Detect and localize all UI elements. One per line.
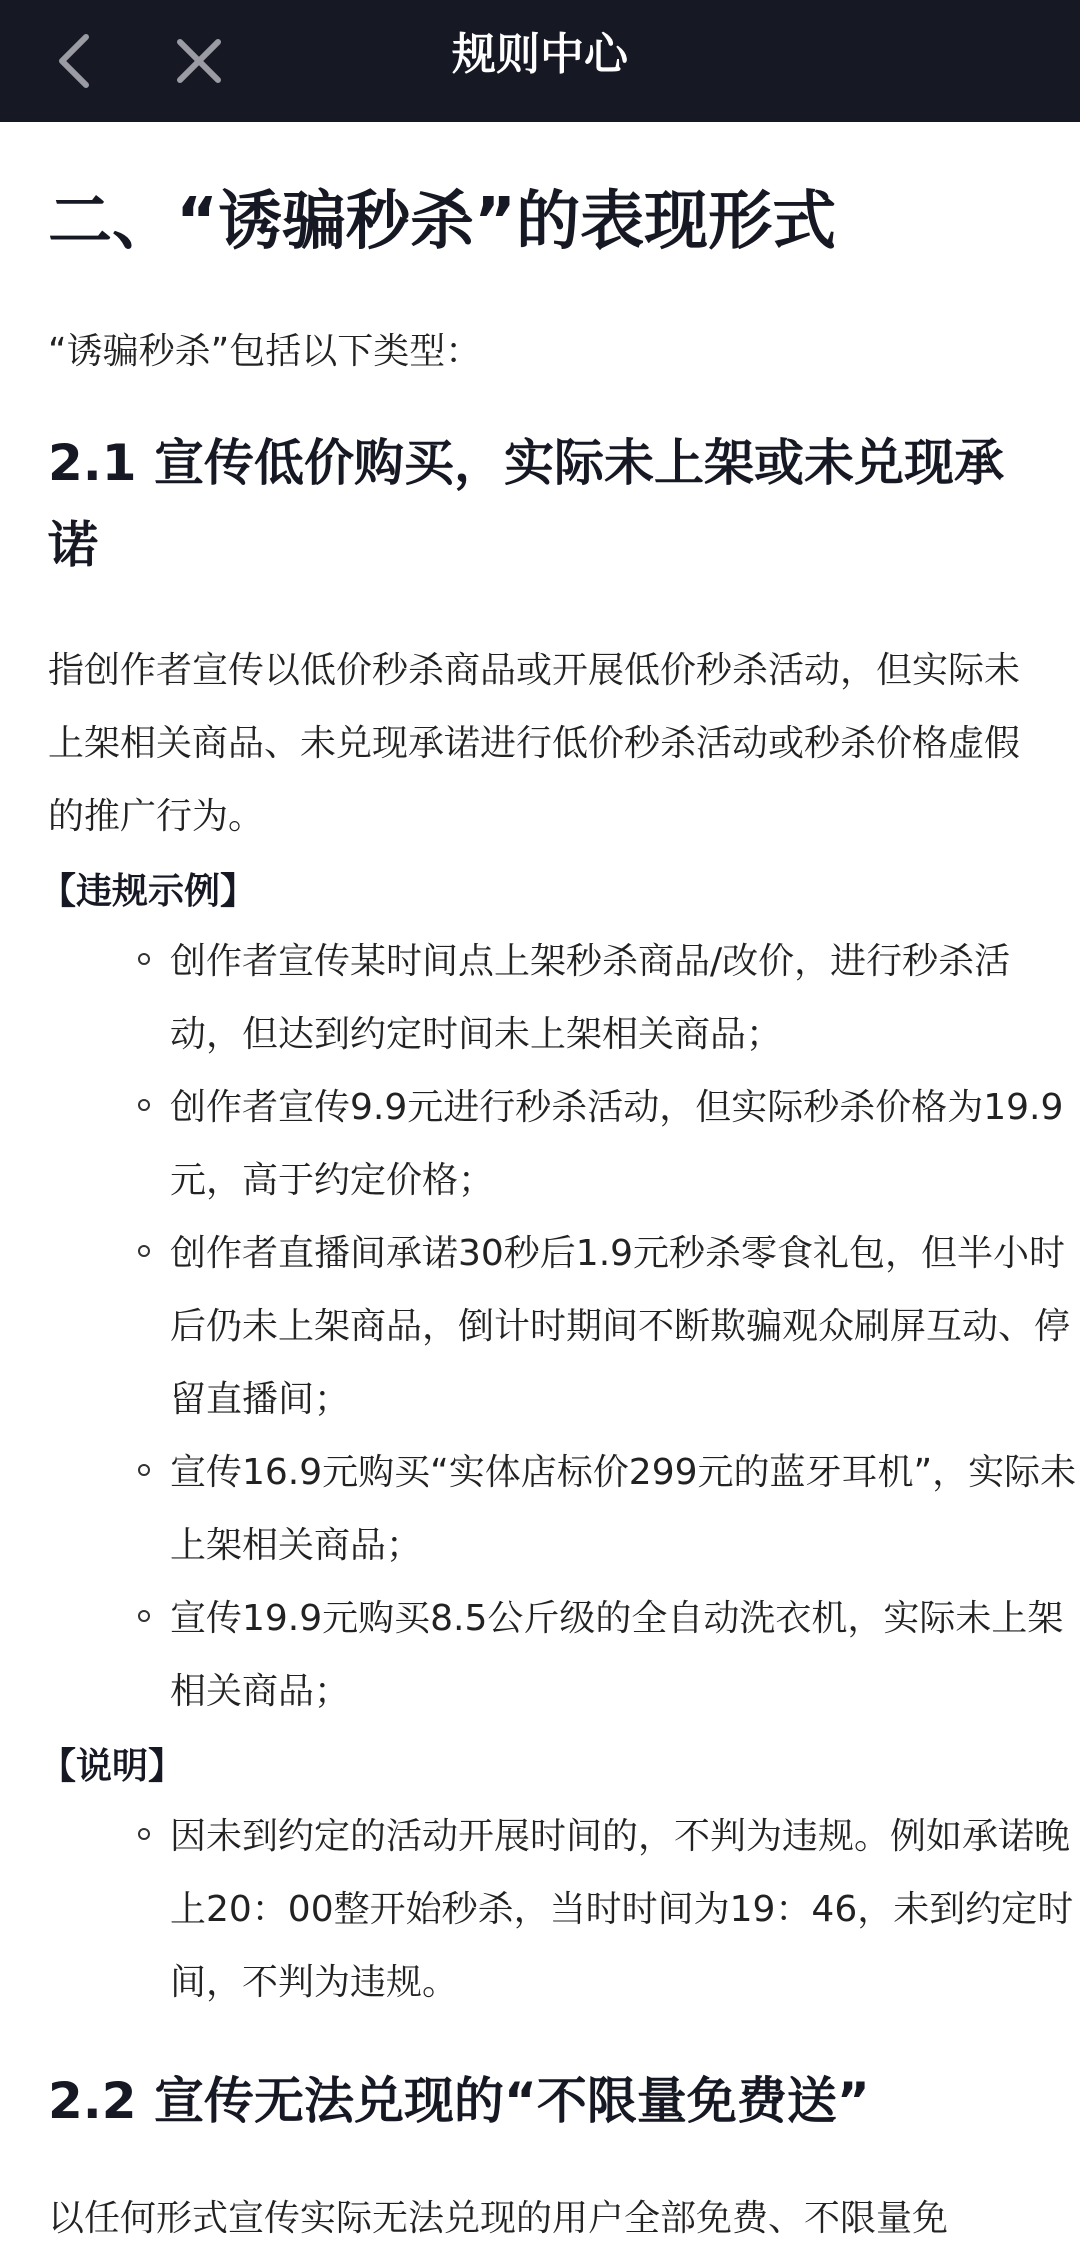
list-item: [138, 1800, 1078, 2019]
bullet-icon: [138, 1828, 150, 1840]
article-heading: 二、“诱骗秒杀”的表现形式: [48, 185, 837, 259]
intro-text: “诱骗秒杀”包括以下类型：: [48, 331, 482, 372]
list-item: [138, 1436, 1078, 1582]
section-2-1-title: 2.1 宣传低价购买，实际未上架或未兑现承诺: [48, 434, 1004, 574]
bullet-icon: [138, 953, 150, 965]
close-icon: [174, 36, 224, 86]
list-item-text: 创作者宣传某时间点上架秒杀商品/改价，进行秒杀活动，但达到约定时间未上架相关商品；: [170, 941, 1011, 1055]
list-item: [138, 1582, 1078, 1728]
section-2-2-title: 2.2 宣传无法兑现的“不限量免费送”: [48, 2072, 870, 2130]
top-navigation-bar: [0, 0, 1080, 122]
list-item: [138, 1217, 1078, 1436]
examples-label: 【违规示例】: [40, 871, 257, 912]
section-2-1-description: 指创作者宣传以低价秒杀商品或开展低价秒杀活动，但实际未上架相关商品、未兑现承诺进行低价秒杀活动或秒杀价格虚假的推广行为。: [48, 650, 1021, 837]
chevron-left-icon: [50, 31, 100, 91]
list-item-text: 创作者宣传9.9元进行秒杀活动，但实际秒杀价格为19.9元，高于约定价格；: [170, 1087, 1064, 1201]
notes-label: 【说明】: [40, 1746, 185, 1787]
notes-list: [138, 1800, 1078, 2019]
bullet-icon: [138, 1245, 150, 1257]
list-item-text: 宣传16.9元购买“实体店标价299元的蓝牙耳机”，实际未上架相关商品；: [170, 1452, 1077, 1566]
list-item: [138, 1071, 1078, 1217]
list-item-text: 创作者直播间承诺30秒后1.9元秒杀零食礼包，但半小时后仍未上架商品，倒计时期间不断欺骗观众刷屏互动、停留直播间；: [170, 1233, 1071, 1420]
examples-list: [138, 925, 1078, 1728]
list-item-text: 宣传19.9元购买8.5公斤级的全自动洗衣机，实际未上架相关商品；: [170, 1598, 1064, 1712]
list-item-text: 因未到约定的活动开展时间的，不判为违规。例如承诺晚上20：00整开始秒杀，当时时间为19：46，未到约定时间，不判为违规。: [170, 1816, 1074, 2003]
bullet-icon: [138, 1610, 150, 1622]
list-item: [138, 925, 1078, 1071]
bullet-icon: [138, 1099, 150, 1111]
section-2-2-description: 以任何形式宣传实际无法兑现的用户全部免费、不限量免: [48, 2198, 949, 2239]
back-button[interactable]: [32, 18, 118, 104]
close-button[interactable]: [156, 18, 242, 104]
bullet-icon: [138, 1464, 150, 1476]
page-title: 规则中心: [452, 29, 628, 80]
